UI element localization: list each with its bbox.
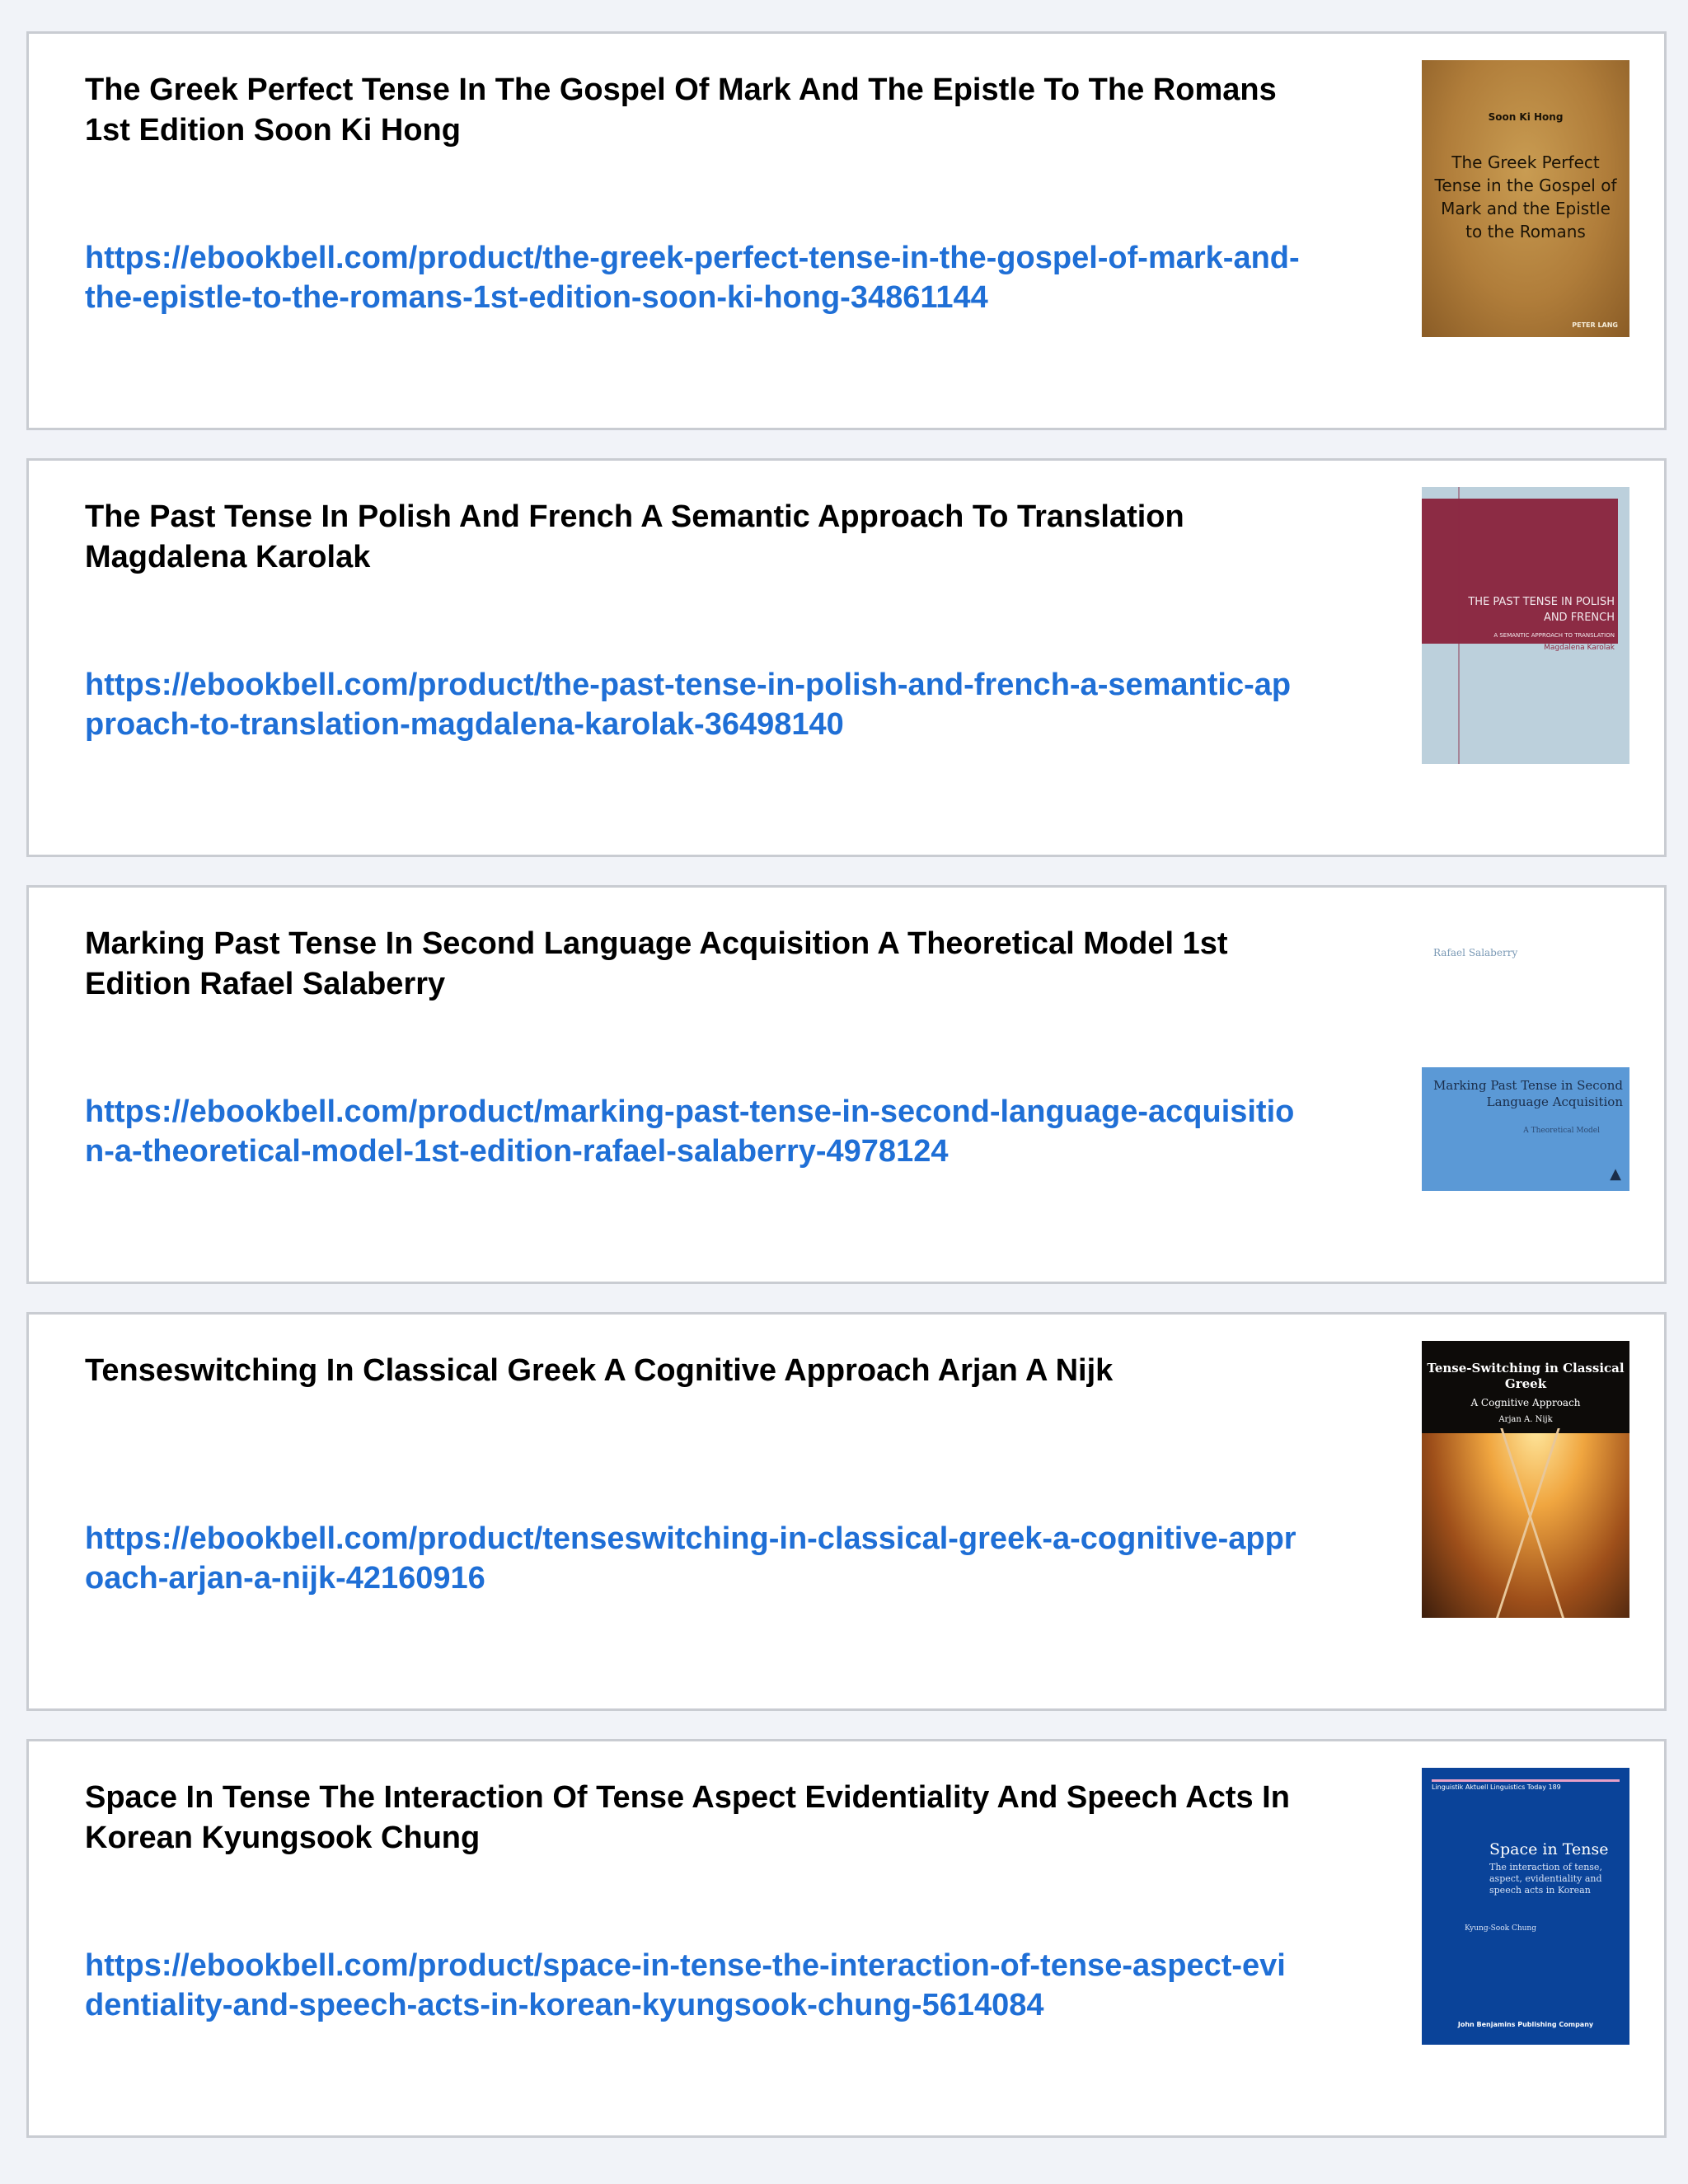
cover-title: Marking Past Tense in Second Language Acquisition [1432,1078,1623,1109]
book-link[interactable]: https://ebookbell.com/product/marking-past-tense-in-second-language-acquisition-a-theoretical-model-1st-edition-rafael-salaberry-4978124 [85,1094,1295,1169]
cover-author: Rafael Salaberry [1433,947,1518,958]
book-cover[interactable] [1422,1768,1629,2045]
cover-rail [1500,1428,1564,1618]
cover-title: Space in Tense [1489,1840,1609,1858]
cover-title: Tense-Switching in Classical Greek [1427,1361,1625,1391]
cover-subtitle: A Cognitive Approach [1470,1397,1581,1408]
cover-series: Linguistik Aktuell Linguistics Today 189 [1432,1779,1620,1793]
book-title: Marking Past Tense In Second Language Acquisition A Theoretical Model 1st Edition Rafael Salaberry [85,926,1228,1001]
book-link[interactable]: https://ebookbell.com/product/the-past-tense-in-polish-and-french-a-semantic-approach-to-translation-magdalena-karolak-36498140 [85,668,1292,742]
publisher-logo-icon: ▲ [1610,1165,1621,1183]
cover-author: Magdalena Karolak [1544,644,1615,652]
book-title-area [85,1778,1305,1858]
book-link[interactable]: https://ebookbell.com/product/tenseswitching-in-classical-greek-a-cognitive-approach-arjan-a-nijk-42160916 [85,1521,1296,1596]
book-card [26,1739,1667,2138]
cover-subtitle: The interaction of tense, aspect, evidentiality and speech acts in Korean [1489,1862,1602,1896]
book-cover[interactable] [1422,60,1629,337]
book-cover[interactable] [1422,487,1629,764]
book-link[interactable]: https://ebookbell.com/product/space-in-tense-the-interaction-of-tense-aspect-evidentiality-and-speech-acts-in-korean-kyungsook-chung-5614084 [85,1948,1286,2022]
cover-subtitle: A SEMANTIC APPROACH TO TRANSLATION [1493,632,1615,639]
book-title: Tenseswitching In Classical Greek A Cognitive Approach Arjan A Nijk [85,1353,1114,1388]
cover-title: The Greek Perfect Tense in the Gospel of Mark and the Epistle to the Romans [1434,152,1617,241]
book-cover[interactable] [1422,1341,1629,1618]
cover-publisher: PETER LANG [1572,321,1618,329]
cover-spine [1458,487,1460,764]
book-title-area [85,70,1305,151]
book-link[interactable]: https://ebookbell.com/product/the-greek-perfect-tense-in-the-gospel-of-mark-and-the-epistle-to-the-romans-1st-edition-soon-ki-hong-34861144 [85,241,1300,315]
book-cover[interactable] [1422,914,1629,1191]
cover-subtitle: A Theoretical Model [1523,1127,1600,1135]
cover-author: Soon Ki Hong [1488,111,1564,123]
book-card [26,885,1667,1284]
book-title: The Past Tense In Polish And French A Semantic Approach To Translation Magdalena Karolak [85,499,1184,574]
cover-publisher: John Benjamins Publishing Company [1457,2021,1594,2028]
book-card [26,458,1667,857]
cover-author: Arjan A. Nijk [1498,1415,1553,1424]
book-title: The Greek Perfect Tense In The Gospel Of Mark And The Epistle To The Romans 1st Edition Soon Ki Hong [85,73,1277,148]
book-card [26,31,1667,430]
cover-title: THE PAST TENSE IN POLISH AND FRENCH [1468,596,1615,624]
book-card [26,1312,1667,1711]
cover-rail [1496,1428,1560,1618]
book-title-area [85,1351,1305,1391]
book-title: Space In Tense The Interaction Of Tense Aspect Evidentiality And Speech Acts In Korean Kyungsook Chung [85,1780,1290,1855]
book-title-area [85,497,1305,578]
cover-author: Kyung-Sook Chung [1465,1924,1536,1933]
book-title-area [85,924,1305,1005]
